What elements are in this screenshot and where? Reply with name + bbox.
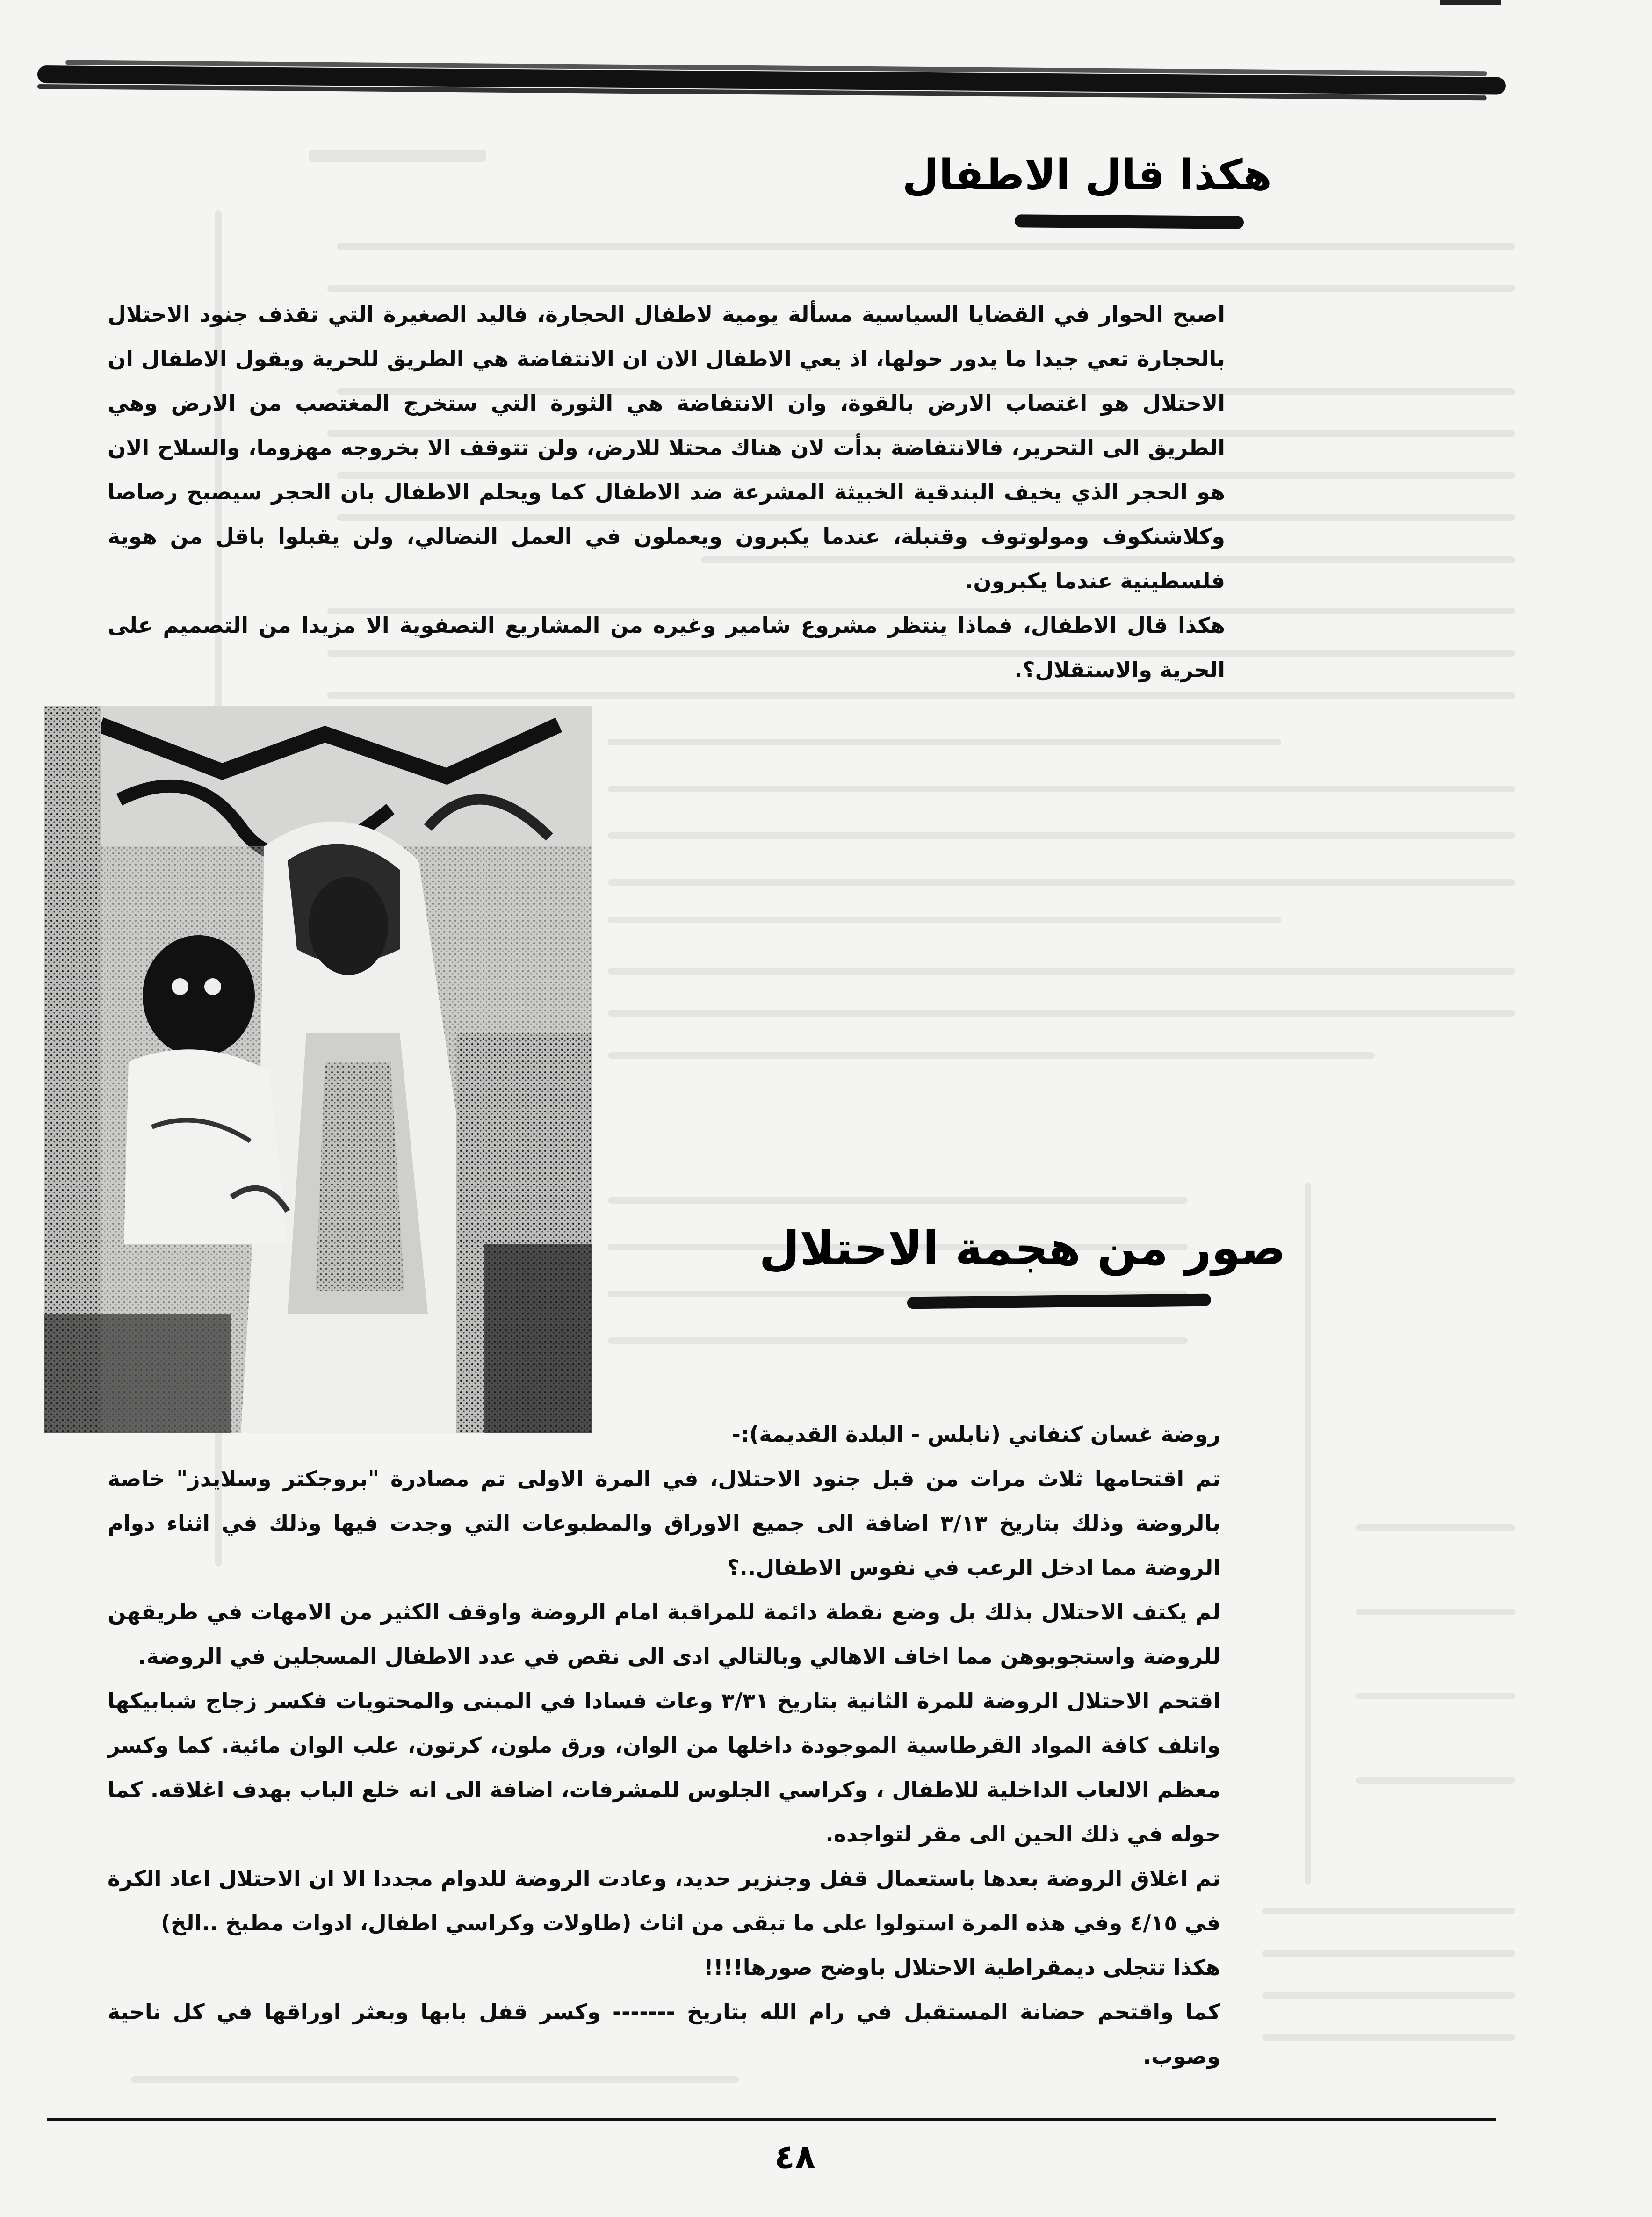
section2-paragraph-2: لم يكتف الاحتلال بذلك بل وضع نقطة دائمة للمراقبة امام الروضة واوقف الكثير من الامهات في طريقهن للروضة واستجوبوهن مما اخاف الاهالي وبالتالي ادى الى نقص في عدد الاطفال المسجلين في الروضة. xyxy=(108,1599,1220,1669)
section2-paragraph-1: تم اقتحامها ثلاث مرات من قبل جنود الاحتلال، في المرة الاولى تم مصادرة "بروجكتر وسلايدز" خاصة بالروضة وذلك بتاريخ ٣/١٣ اضافة الى جميع الاوراق والمطبوعات التي وجدت فيها وذلك في اثناء دوام الروضة مما ادخل الرعب في نفوس الاطفال..؟ xyxy=(108,1466,1220,1580)
children-photo xyxy=(44,706,592,1433)
section2-paragraph-3: اقتحم الاحتلال الروضة للمرة الثانية بتاريخ ٣/٣١ وعاث فسادا في المبنى والمحتويات فكسر زجاج شبابيكها واتلف كافة المواد القرطاسية الموجودة داخلها من الوان، ورق ملون، كرتون، علب الوان مائية. كما وكسر معظم الالعاب الداخلية للاطفال ، وكراسي الجلوس للمشرفات، اضافة الى انه خلع الباب بهدف اغلاقه. كما حوله في ذلك الحين الى مقر لتواجده. xyxy=(108,1688,1220,1847)
section2-paragraph-6: كما واقتحم حضانة المستقبل في رام الله بتاريخ ------- وكسر قفل بابها وبعثر اوراقها في كل ناحية وصوب. xyxy=(108,1999,1220,2069)
footer-rule xyxy=(47,2118,1496,2121)
header-rule xyxy=(37,65,1506,95)
section1-paragraph-1: اصبح الحوار في القضايا السياسية مسألة يومية لاطفال الحجارة، فاليد الصغيرة التي تقذف جنود الاحتلال بالحجارة تعي جيدا ما يدور حولها، اذ يعي الاطفال الان ان الانتفاضة هي الطريق للحرية ويقول الاطفال ان الاحتلال هو اغتصاب الارض بالقوة، وان الانتفاضة هي الثورة التي ستخرج المغتصب من الارض وهي الطريق الى التحرير، فالانتفاضة بدأت لان هناك محتلا للارض، ولن تتوقف الا بخروجه مهزوما، والسلاح الان هو الحجر الذي يخيف البندقية الخبيثة المشرعة ضد الاطفال كما ويحلم الاطفال بان الحجر سيصبح رصاصا وكلاشنكوف ومولوتوف وقنبلة، عندما يكبرون ويعملون في العمل النضالي، ولن يقبلوا باقل من هوية فلسطينية عندما يكبرون. xyxy=(108,302,1225,593)
section2-title-underline xyxy=(907,1294,1211,1309)
section1-paragraph-2: هكذا قال الاطفال، فماذا ينتظر مشروع شامير وغيره من المشاريع التصفوية الا مزيدا من التصميم على الحرية والاستقلال؟. xyxy=(108,613,1225,682)
children-photo-image xyxy=(44,706,592,1433)
section1-title-underline xyxy=(1015,214,1244,229)
page-number: ٤٨ xyxy=(774,2137,815,2176)
section2-title: صور من هجمة الاحتلال xyxy=(759,1221,1286,1276)
section2-paragraph-5: هكذا تتجلى ديمقراطية الاحتلال باوضح صورها!!!! xyxy=(703,1955,1220,1980)
scan-edge-mark xyxy=(1440,0,1501,5)
section2-body xyxy=(108,1412,1220,2079)
section2-subheading: روضة غسان كنفاني (نابلس - البلدة القديمة):- xyxy=(731,1422,1220,1447)
bleed-through-title xyxy=(309,136,486,168)
section1-title: هكذا قال الاطفال xyxy=(902,151,1272,200)
section2-paragraph-4: تم اغلاق الروضة بعدها باستعمال قفل وجنزير حديد، وعادت الروضة للدوام مجددا الا ان الاحتلال اعاد الكرة في ٤/١٥ وفي هذه المرة استولوا على ما تبقى من اثاث (طاولات وكراسي اطفال، ادوات مطبخ ..الخ) xyxy=(108,1866,1220,1935)
section1-body xyxy=(108,292,1225,692)
